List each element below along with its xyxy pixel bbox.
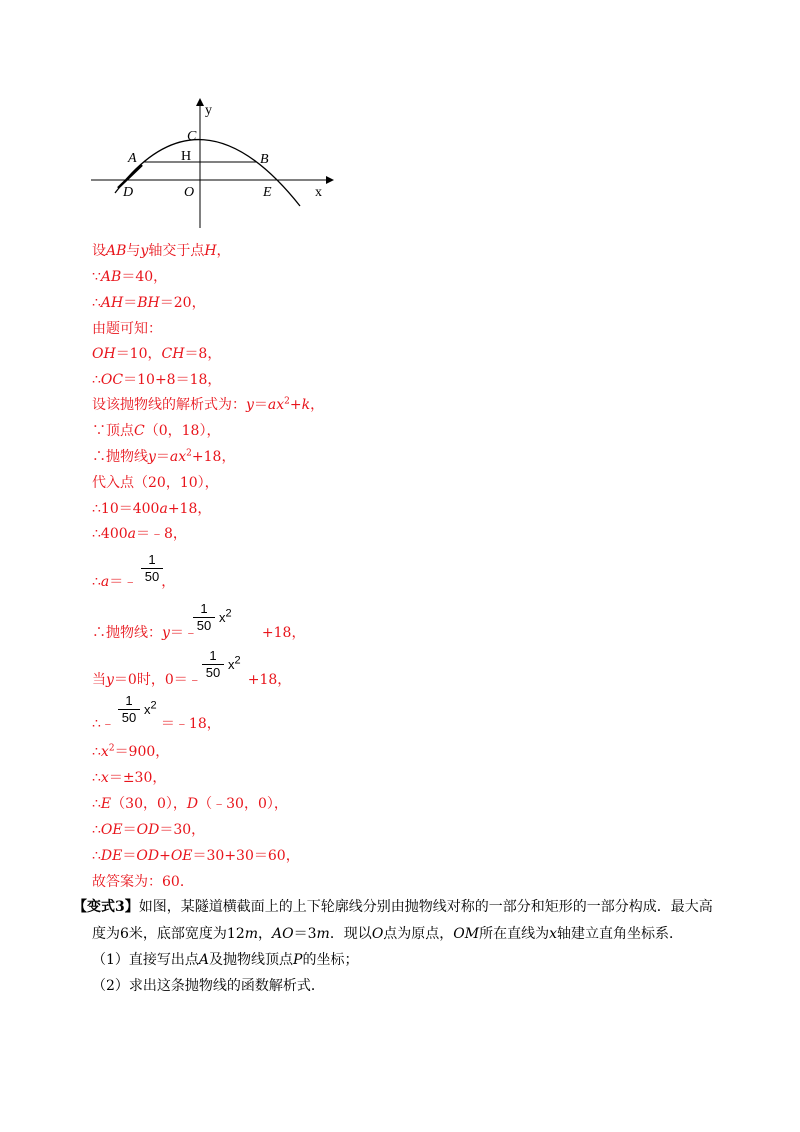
- solution-line-16: [92, 715, 221, 733]
- x-squared: [144, 699, 157, 717]
- var-OE: OE: [170, 848, 193, 864]
- solution-line-4: 由题可知：: [92, 321, 162, 337]
- fraction-1-50: [118, 694, 140, 725]
- numerator: 1: [209, 648, 217, 663]
- text: 设该抛物线的解析式为：: [92, 397, 246, 413]
- denominator: 50: [196, 618, 212, 633]
- text: +18，: [247, 672, 292, 688]
- var-x: x: [100, 744, 109, 760]
- text: ＝30+30＝60，: [192, 848, 300, 864]
- problem-line-1: [73, 898, 713, 916]
- text: 当: [92, 672, 106, 688]
- text: ＝: [253, 397, 268, 413]
- problem-line-2: [92, 925, 683, 943]
- text: ∴10＝400: [92, 501, 160, 517]
- label-O: O: [184, 185, 195, 200]
- exponent: 2: [150, 699, 157, 712]
- text: ＝: [122, 848, 137, 864]
- text: ，: [258, 926, 273, 942]
- solution-line-8: [92, 422, 220, 440]
- solution-line-7: [92, 396, 324, 414]
- text: ＝﹣: [109, 574, 138, 590]
- denominator: 50: [121, 710, 137, 725]
- label-E: E: [263, 185, 272, 200]
- text: ＝: [155, 449, 170, 465]
- var-E: E: [100, 796, 112, 812]
- label-y: y: [205, 103, 212, 118]
- text: ∴: [92, 822, 101, 838]
- var-OD: OD: [136, 848, 160, 864]
- text: ＝3: [293, 926, 317, 942]
- text: 所在直线为: [479, 926, 550, 942]
- text: ∴: [92, 574, 101, 590]
- var-AB: AB: [106, 243, 127, 259]
- denominator: 50: [144, 569, 160, 584]
- text: ＝10+8＝18，: [123, 372, 222, 388]
- text: 如图，某隧道横截面上的上下轮廓线分别由抛物线对称的一部分和矩形的一部分构成．最大高: [138, 899, 713, 915]
- solution-line-1: [92, 242, 231, 260]
- parabola-curve: [115, 140, 300, 206]
- parabola-figure: [88, 96, 348, 231]
- text: ＝20，: [159, 295, 206, 311]
- var-a: a: [159, 501, 168, 517]
- var-P: P: [293, 952, 303, 968]
- x-squared: [219, 607, 232, 625]
- text: ＝±30，: [108, 770, 167, 786]
- var-y: y: [140, 243, 149, 259]
- text: +18，: [191, 449, 236, 465]
- var-AO: AO: [272, 926, 294, 942]
- var-OE: OE: [100, 822, 123, 838]
- var-ax: ax: [267, 397, 285, 413]
- var-D: D: [186, 796, 199, 812]
- var-x: x: [100, 770, 109, 786]
- label-D: D: [123, 185, 134, 200]
- text: ∵顶点: [92, 423, 134, 439]
- solution-line-18: [92, 769, 166, 787]
- text: ∵: [92, 269, 101, 285]
- text: +: [289, 397, 302, 413]
- text: ＝30，: [159, 822, 206, 838]
- exponent: 2: [284, 396, 290, 407]
- text: ＝﹣8，: [136, 526, 187, 542]
- var-y: y: [106, 672, 114, 688]
- text: ，: [161, 574, 176, 590]
- label-C: C: [187, 129, 197, 144]
- solution-line-11: [92, 500, 211, 518]
- text: ∴400: [92, 526, 128, 542]
- text: （0，18），: [144, 423, 221, 439]
- text: 及抛物线顶点: [209, 952, 294, 968]
- fraction-1-50: [202, 649, 224, 680]
- solution-line-22: 故答案为：60．: [92, 874, 194, 890]
- exponent: 2: [186, 448, 192, 459]
- text: 的坐标；: [302, 952, 359, 968]
- var-x: x: [228, 657, 235, 672]
- solution-line-6: [92, 371, 221, 389]
- text: （1）直接写出点: [92, 952, 199, 968]
- solution-line-3: [92, 294, 206, 312]
- solution-line-17: [92, 743, 169, 761]
- text: ．现以: [329, 926, 372, 942]
- exponent: 2: [234, 654, 241, 667]
- solution-line-9: [92, 448, 235, 466]
- solution-line-10: 代入点（20，10），: [92, 475, 219, 491]
- text: ＝10，: [115, 346, 162, 362]
- text: 轴交于点: [148, 243, 205, 259]
- text: ∴抛物线: [92, 449, 148, 465]
- text: ∴: [92, 295, 101, 311]
- text: ＝: [122, 822, 137, 838]
- text: （﹣30，0），: [198, 796, 288, 812]
- fraction-1-50: [193, 602, 215, 633]
- text: 设: [92, 243, 106, 259]
- var-O: O: [371, 926, 384, 942]
- var-AH: AH: [100, 295, 124, 311]
- var-x: x: [549, 926, 558, 942]
- text: ＝40，: [121, 269, 168, 285]
- text: 轴建立直角坐标系．: [557, 926, 684, 942]
- text: 度为6米，底部宽度为12: [92, 926, 245, 942]
- var-A: A: [198, 952, 210, 968]
- y-axis-arrow: [196, 98, 204, 106]
- question-2: （2）求出这条抛物线的函数解析式．: [92, 978, 325, 994]
- numerator: 1: [125, 693, 133, 708]
- variant-tag: 【变式3】: [73, 899, 139, 915]
- x-squared: [228, 654, 241, 672]
- var-C: C: [134, 423, 145, 439]
- denominator: 50: [205, 665, 221, 680]
- solution-line-2: [92, 268, 167, 286]
- text: ，: [216, 243, 231, 259]
- var-DE: DE: [100, 848, 123, 864]
- text: ＝﹣18，: [160, 716, 221, 732]
- var-k: k: [301, 397, 311, 413]
- var-y: y: [148, 449, 156, 465]
- label-B: B: [260, 152, 269, 167]
- var-a: a: [100, 574, 110, 590]
- text: 点为原点，: [383, 926, 454, 942]
- text: ＝﹣: [169, 625, 198, 641]
- solution-line-21: [92, 847, 300, 865]
- text: ∴: [92, 848, 101, 864]
- text: ∴: [92, 744, 101, 760]
- var-y: y: [246, 397, 254, 413]
- var-y: y: [162, 625, 170, 641]
- var-H: H: [204, 243, 217, 259]
- question-1: [92, 951, 358, 969]
- text: ∴: [92, 372, 101, 388]
- text: ∴: [92, 770, 101, 786]
- var-OC: OC: [100, 372, 124, 388]
- text: +18，: [261, 625, 306, 641]
- text: ＝0时，0＝﹣: [113, 672, 202, 688]
- text: ＝: [123, 295, 138, 311]
- text: ＝8，: [184, 346, 222, 362]
- solution-line-20: [92, 821, 205, 839]
- var-m: m: [244, 926, 259, 942]
- exponent: 2: [108, 743, 115, 754]
- var-x: x: [144, 702, 151, 717]
- numerator: 1: [200, 601, 208, 616]
- fraction-1-50: [141, 553, 163, 584]
- exponent: 2: [225, 607, 232, 620]
- var-ax: ax: [169, 449, 187, 465]
- solution-line-5: [92, 345, 221, 363]
- label-x: x: [315, 185, 322, 200]
- var-BH: BH: [137, 295, 160, 311]
- var-OM: OM: [453, 926, 480, 942]
- text: ∴: [92, 796, 101, 812]
- var-OH: OH: [92, 346, 116, 362]
- numerator: 1: [148, 552, 156, 567]
- var-CH: CH: [161, 346, 185, 362]
- var-OD: OD: [136, 822, 160, 838]
- var-a: a: [127, 526, 136, 542]
- solution-line-19: [92, 795, 288, 813]
- text: 与: [126, 243, 141, 259]
- var-AB: AB: [100, 269, 122, 285]
- text: +18，: [167, 501, 212, 517]
- var-m: m: [316, 926, 330, 942]
- x-axis-arrow: [326, 176, 334, 184]
- solution-line-12: [92, 525, 187, 543]
- var-x: x: [219, 610, 226, 625]
- label-A: A: [128, 151, 137, 166]
- text: ∴抛物线：: [92, 625, 162, 641]
- text: ，: [310, 397, 325, 413]
- text: （30，0），: [111, 796, 187, 812]
- label-H: H: [181, 149, 192, 164]
- solution-line-15: [92, 671, 291, 689]
- text: ∴﹣: [92, 716, 115, 732]
- text: ＝900，: [114, 744, 170, 760]
- text: +: [159, 848, 171, 864]
